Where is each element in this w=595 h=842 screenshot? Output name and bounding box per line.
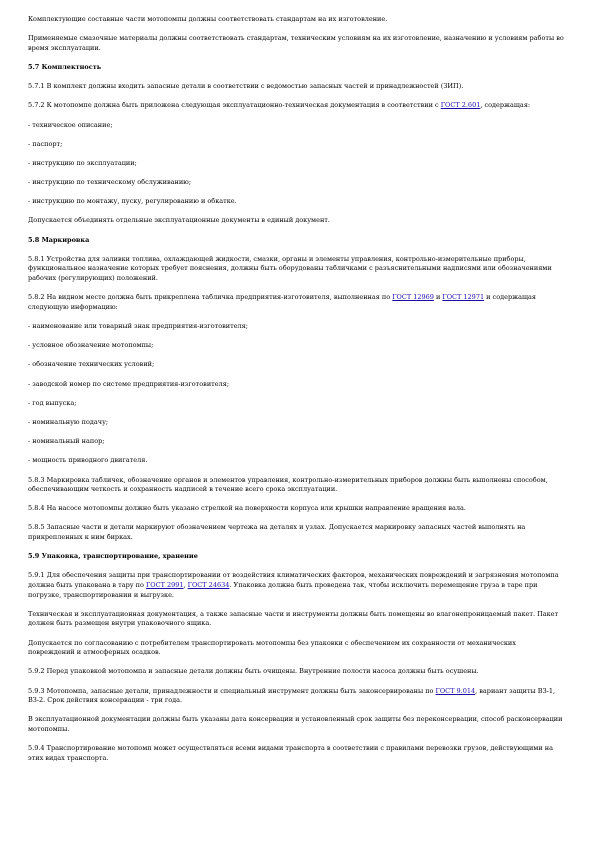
paragraph-text: 5.9.3 Мотопомпа, запасные детали, принадлежности и специальный инструмент должны быть законсервированы по (28, 686, 436, 695)
paragraph-text: Техническая и эксплуатационная документация, а также запасные части и инструменты должны быть помещены во влагонепроницаемый пакет. Пакет должен быть размещен внутри упаковочного ящика. (28, 609, 559, 628)
paragraph (28, 399, 564, 409)
paragraph-text: 5.7 Комплектность (28, 62, 102, 71)
section-heading (28, 552, 564, 562)
paragraph-text: и содержащая следующую информацию: (28, 293, 536, 311)
paragraph (28, 360, 564, 370)
paragraph (28, 101, 564, 111)
paragraph-text: - паспорт; (28, 139, 63, 148)
paragraph (28, 140, 564, 150)
paragraph-text: 5.9.4 Транспортирование мотопомп может осуществляться всеми видами транспорта в соответствии с правилами перевозки грузов, действующими на этих видах транспорта. (28, 744, 553, 762)
paragraph-text: и (433, 293, 443, 302)
paragraph-text: Применяемые смазочные материалы должны соответствовать стандартам, техническим условиям на их изготовление, назначению и условиям работы во время эксплуатации. (28, 34, 564, 52)
paragraph (28, 667, 564, 677)
paragraph-text: , вариант защиты ВЗ-1, ВЗ-2. Срок действия консервации - три года. (28, 686, 556, 705)
paragraph-text: , (183, 581, 188, 590)
paragraph-text: 5.7.1 В комплект должны входить запасные детали в соответствии с ведомостью запасных частей и принадлежностей (ЗИП). (28, 82, 464, 91)
paragraph (28, 418, 564, 428)
paragraph-text: 5.8.4 На насосе мотопомпы должно быть указано стрелкой на поверхности корпуса или крышки направление вращения вала. (28, 504, 466, 513)
paragraph (28, 341, 564, 351)
paragraph (28, 121, 564, 131)
paragraph-text: 5.9.2 Перед упаковкой мотопомпа и запасные детали должны быть очищены. Внутренние полости насоса должны быть осушены. (28, 667, 479, 676)
paragraph (28, 456, 564, 466)
paragraph-text: 5.9 Упаковка, транспортирование, хранение (28, 552, 198, 561)
paragraph-text: 5.9.1 Для обеспечения защиты при транспортировании от воздействия климатических факторов, механических повреждений и загрязнения мотопомпа должна быть упакована в тару по (28, 571, 559, 590)
paragraph-text: - инструкцию по техническому обслуживанию; (28, 178, 192, 187)
paragraph (28, 476, 564, 495)
standard-link[interactable]: ГОСТ 12969 (392, 293, 434, 302)
paragraph (28, 687, 564, 706)
paragraph (28, 255, 564, 284)
paragraph (28, 504, 564, 514)
paragraph-text: 5.7.2 К мотопомпе должна быть приложена следующая эксплуатационно-техническая документация в соответствии с (28, 101, 441, 110)
paragraph (28, 437, 564, 447)
paragraph-text: - год выпуска; (28, 398, 77, 407)
paragraph-text: - условное обозначение мотопомпы; (28, 341, 154, 350)
standard-link[interactable]: ГОСТ 2991 (145, 581, 184, 590)
standard-link[interactable]: ГОСТ 24634 (187, 581, 230, 590)
paragraph-text: . Упаковка должна быть проведена так, чтобы исключить перемещение груза в таре при погрузке, транспортировании и выгрузке. (28, 581, 538, 599)
paragraph-text: - наименование или товарный знак предприятия-изготовителя; (28, 322, 248, 330)
paragraph-text: - номинальную подачу; (28, 417, 109, 426)
paragraph-text: - обозначение технических условий; (28, 360, 155, 369)
paragraph-text: - инструкцию по эксплуатации; (28, 158, 137, 167)
paragraph-text: В эксплуатационной документации должны быть указаны дата консервации и установленный срок защиты без переконсервации, способ расконсервации мотопомпы. (28, 715, 563, 733)
paragraph-text: 5.8.5 Запасные части и детали маркируют обозначением чертежа на деталях и узлах. Допускается маркировку запасных частей выполнять на прикрепленных к ним бирках. (28, 523, 526, 542)
paragraph-text: Комплектующие составные части мотопомпы должны соответствовать стандартам на их изготовление. (28, 15, 388, 23)
paragraph-text: , содержащая: (480, 101, 531, 110)
section-heading (28, 63, 564, 73)
paragraph (28, 523, 564, 542)
paragraph-text: 5.8 Маркировка (28, 235, 90, 244)
paragraph-text: Допускается по согласованию с потребителем транспортировать мотопомпы без упаковки с обеспечением их сохранности от механических повреждений и атмосферных осадков. (28, 638, 516, 657)
paragraph (28, 15, 564, 25)
document-body (28, 15, 564, 773)
paragraph (28, 744, 564, 763)
paragraph (28, 197, 564, 207)
paragraph (28, 610, 564, 629)
paragraph-text: 5.8.1 Устройства для заливки топлива, охлаждающей жидкости, смазки, органы и элементы управления, контрольно-измерительные приборы, функциональное назначение которых требует пояснения, должны быть оборудованы табличками с разъяснительными надписями или обозначениями рабочих (регулирующих) положений. (28, 254, 552, 283)
paragraph-text: - техническое описание; (28, 120, 113, 129)
paragraph (28, 380, 564, 390)
paragraph-text: 5.8.3 Маркировка табличек, обозначение органов и элементов управления, контрольно-измерительных приборов должны быть выполнены способом, обеспечивающим четкость и сохранность надписей в течение всего срока эксплуатации. (28, 475, 548, 494)
paragraph (28, 639, 564, 658)
paragraph (28, 178, 564, 188)
paragraph (28, 34, 564, 53)
paragraph (28, 159, 564, 169)
section-heading (28, 236, 564, 246)
paragraph (28, 82, 564, 92)
paragraph (28, 216, 564, 226)
paragraph-text: - инструкцию по монтажу, пуску, регулированию и обкатке. (28, 197, 237, 206)
standard-link[interactable]: ГОСТ 9.014 (435, 686, 476, 695)
paragraph-text: - мощность приводного двигателя. (28, 456, 148, 465)
paragraph (28, 322, 564, 332)
standard-link[interactable]: ГОСТ 2.601 (440, 101, 481, 110)
paragraph-text: - номинальный напор; (28, 437, 105, 446)
paragraph-text: 5.8.2 На видном месте должна быть прикреплена табличка предприятия-изготовителя, выполненная по (28, 293, 393, 302)
paragraph-text: - заводской номер по системе предприятия-изготовителя; (28, 379, 230, 388)
paragraph-text: Допускается объединять отдельные эксплуатационные документы в единый документ. (28, 216, 330, 225)
paragraph (28, 293, 564, 312)
standard-link[interactable]: ГОСТ 12971 (442, 293, 485, 302)
paragraph (28, 715, 564, 734)
paragraph (28, 571, 564, 600)
